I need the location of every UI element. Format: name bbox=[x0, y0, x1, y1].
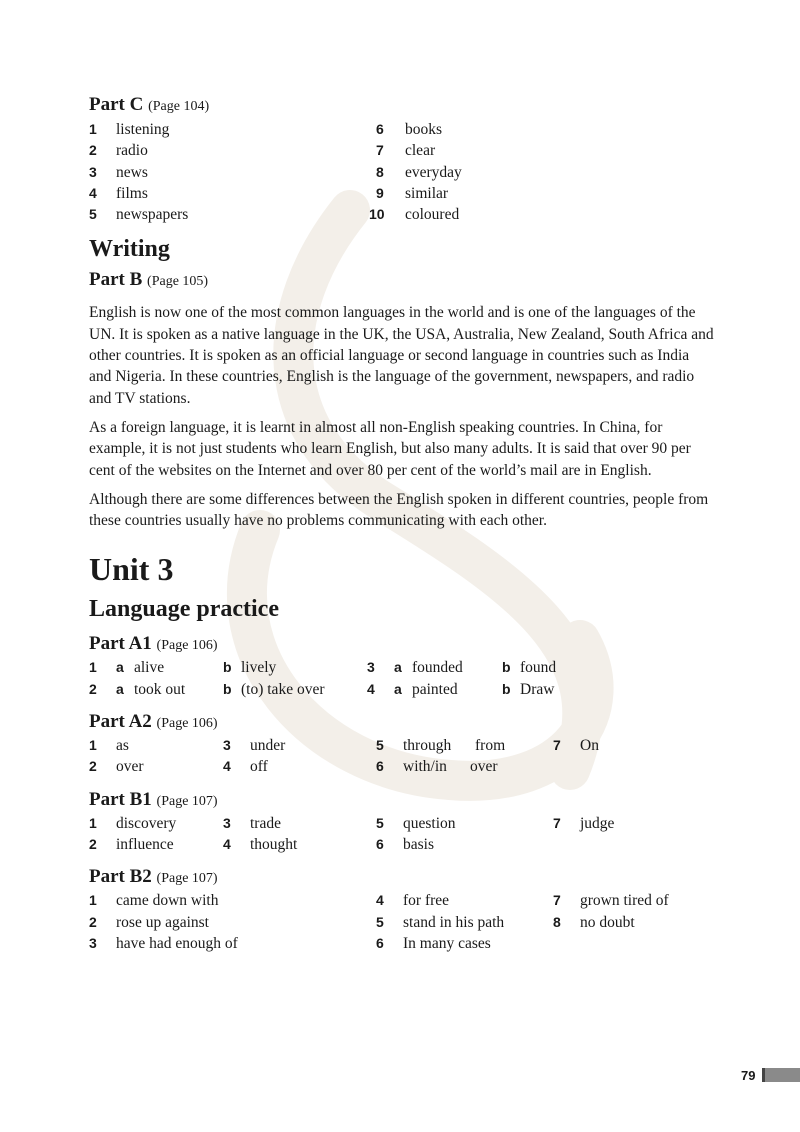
answer-text: question bbox=[403, 814, 456, 832]
item-number: 6 bbox=[376, 758, 384, 775]
answer-row bbox=[89, 834, 714, 855]
answer-text: newspapers bbox=[116, 206, 189, 224]
part-c-title: Part C bbox=[89, 94, 144, 115]
answer-text: with/in bbox=[403, 758, 447, 776]
item-number: 7 bbox=[376, 142, 384, 159]
answer-text: influence bbox=[116, 835, 174, 853]
answer-text: (to) take over bbox=[241, 680, 325, 698]
part-a1-page-ref: (Page 106) bbox=[156, 638, 218, 654]
option-letter: b bbox=[502, 680, 511, 697]
answer-text: Draw bbox=[520, 680, 555, 698]
writing-paragraph: English is now one of the most common languages in the world and is one of the languages of the UN. It is spoken as a native language in the UK, the USA, Australia, New Zealand, South Africa and other countries. It is spoken as an official language or second language in countries such as India and Nigeria. In these countries, English is the language of the government, newspapers, and radio and TV stations. bbox=[89, 304, 714, 407]
option-letter: b bbox=[223, 659, 232, 676]
item-number: 3 bbox=[223, 737, 231, 754]
answer-text: rose up against bbox=[116, 913, 209, 931]
part-b1-page-ref: (Page 107) bbox=[156, 793, 218, 809]
item-number: 1 bbox=[89, 892, 97, 909]
answer-text: founded bbox=[412, 659, 463, 677]
item-number: 8 bbox=[376, 163, 384, 180]
option-letter: a bbox=[116, 659, 124, 676]
item-number: 3 bbox=[89, 934, 97, 951]
answer-row bbox=[89, 912, 714, 933]
item-number: 6 bbox=[376, 835, 384, 852]
answer-text: no doubt bbox=[580, 913, 635, 931]
writing-paragraph: As a foreign language, it is learnt in almost all non-English speaking countries. In China, for example, it is not just students who learn English, but also many adults. It is said that over 90 per cent of the websites on the Internet and over 80 per cent of the world’s mail are in English. bbox=[89, 418, 691, 479]
answer-text: grown tired of bbox=[580, 892, 669, 910]
answer-text: painted bbox=[412, 680, 458, 698]
answer-text: basis bbox=[403, 835, 434, 853]
answer-row bbox=[89, 735, 714, 756]
answer-text: judge bbox=[580, 814, 615, 832]
answer-text: have had enough of bbox=[116, 934, 238, 952]
item-number: 7 bbox=[553, 814, 561, 831]
answer-text: off bbox=[250, 758, 268, 776]
answer-text: under bbox=[250, 737, 286, 755]
answer-text: similar bbox=[405, 184, 449, 202]
answer-text: through bbox=[403, 737, 452, 755]
item-number: 7 bbox=[553, 737, 561, 754]
part-a1-heading bbox=[89, 633, 714, 657]
part-b2-page-ref: (Page 107) bbox=[156, 871, 218, 887]
answer-text: took out bbox=[134, 680, 186, 698]
part-a2-title: Part A2 bbox=[89, 711, 152, 733]
item-number: 3 bbox=[223, 814, 231, 831]
answer-text: over bbox=[116, 758, 144, 776]
answer-row bbox=[89, 183, 714, 204]
answer-text: over bbox=[470, 758, 498, 776]
item-number: 5 bbox=[89, 206, 97, 223]
answer-text: books bbox=[405, 121, 443, 138]
answer-text: for free bbox=[403, 892, 450, 910]
item-number: 6 bbox=[376, 934, 384, 951]
answer-text: alive bbox=[134, 659, 165, 677]
answer-text: films bbox=[116, 184, 148, 202]
answer-row bbox=[89, 679, 714, 700]
item-number: 10 bbox=[369, 206, 385, 223]
item-number: 2 bbox=[89, 913, 97, 930]
answer-row bbox=[89, 813, 714, 834]
answer-text: found bbox=[520, 659, 557, 677]
part-a2-heading bbox=[89, 711, 714, 735]
page-number-tab bbox=[762, 1068, 800, 1082]
answer-row bbox=[89, 890, 714, 911]
writing-part-b-heading bbox=[89, 269, 714, 293]
part-b-page-ref: (Page 105) bbox=[147, 274, 209, 290]
part-b1-title: Part B1 bbox=[89, 788, 152, 810]
option-letter: a bbox=[394, 680, 402, 697]
part-b2-title: Part B2 bbox=[89, 866, 152, 888]
part-a1-answers bbox=[89, 657, 714, 700]
answer-text: stand in his path bbox=[403, 913, 505, 931]
answer-row bbox=[89, 756, 714, 777]
option-letter: a bbox=[394, 659, 402, 676]
answer-row bbox=[89, 657, 714, 678]
part-a2-answers bbox=[89, 735, 714, 778]
answer-text: news bbox=[116, 163, 148, 181]
item-number: 5 bbox=[376, 737, 384, 754]
option-letter: a bbox=[116, 680, 124, 697]
answer-text: thought bbox=[250, 835, 298, 853]
unit-title: Unit 3 bbox=[89, 551, 174, 588]
answer-row bbox=[89, 204, 714, 225]
item-number: 8 bbox=[553, 913, 561, 930]
answer-text: trade bbox=[250, 814, 281, 832]
item-number: 2 bbox=[89, 835, 97, 852]
language-practice-heading: Language practice bbox=[89, 596, 279, 623]
item-number: 2 bbox=[89, 680, 97, 697]
answer-text: lively bbox=[241, 659, 277, 677]
part-b1-heading bbox=[89, 789, 714, 813]
answer-row bbox=[89, 119, 714, 140]
answer-row bbox=[89, 162, 714, 183]
option-letter: b bbox=[223, 680, 232, 697]
answer-text: coloured bbox=[405, 206, 460, 224]
item-number: 2 bbox=[89, 758, 97, 775]
item-number: 5 bbox=[376, 814, 384, 831]
writing-heading: Writing bbox=[89, 236, 170, 263]
part-c-page-ref: (Page 104) bbox=[148, 99, 210, 114]
part-b2-heading bbox=[89, 866, 714, 890]
item-number: 4 bbox=[223, 835, 231, 852]
part-a1-title: Part A1 bbox=[89, 633, 152, 655]
answer-text: from bbox=[475, 737, 506, 755]
item-number: 3 bbox=[367, 659, 375, 676]
answer-text: clear bbox=[405, 142, 436, 160]
answer-text: In many cases bbox=[403, 934, 491, 952]
part-b-title: Part B bbox=[89, 269, 143, 291]
item-number: 4 bbox=[89, 184, 97, 201]
option-letter: b bbox=[502, 659, 511, 676]
answer-text: listening bbox=[116, 121, 170, 138]
item-number: 9 bbox=[376, 184, 384, 201]
page-number: 79 bbox=[741, 1068, 756, 1083]
item-number: 5 bbox=[376, 913, 384, 930]
part-b2-answers bbox=[89, 890, 714, 954]
answer-text: came down with bbox=[116, 892, 219, 910]
item-number: 1 bbox=[89, 814, 97, 831]
item-number: 1 bbox=[89, 737, 97, 754]
item-number: 7 bbox=[553, 892, 561, 909]
item-number: 6 bbox=[376, 121, 384, 137]
item-number: 4 bbox=[223, 758, 231, 775]
answer-text: everyday bbox=[405, 163, 462, 181]
part-a2-page-ref: (Page 106) bbox=[156, 716, 218, 732]
item-number: 2 bbox=[89, 142, 97, 159]
part-c-heading bbox=[89, 94, 714, 118]
answer-text: radio bbox=[116, 142, 148, 160]
part-b1-answers bbox=[89, 813, 714, 856]
item-number: 4 bbox=[376, 892, 384, 909]
item-number: 1 bbox=[89, 659, 97, 676]
answer-text: discovery bbox=[116, 814, 177, 832]
writing-paragraph: Although there are some differences between the English spoken in different countries, people from these countries usually have no problems communicating with each other. bbox=[89, 490, 709, 530]
item-number: 3 bbox=[89, 163, 97, 180]
item-number: 1 bbox=[89, 121, 97, 137]
item-number: 4 bbox=[367, 680, 375, 697]
answer-row bbox=[89, 140, 714, 161]
part-c-answers bbox=[89, 119, 714, 225]
answer-row bbox=[89, 933, 714, 954]
answer-text: as bbox=[116, 737, 129, 755]
answer-text: On bbox=[580, 737, 599, 755]
